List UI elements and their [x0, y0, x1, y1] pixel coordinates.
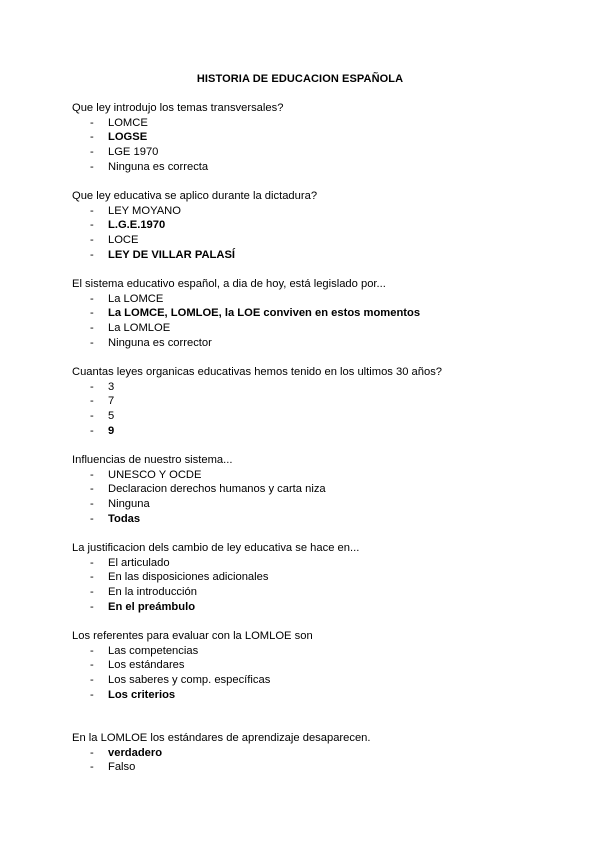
answer-options — [72, 116, 572, 175]
answer-option: - Ninguna es correcta — [90, 160, 209, 173]
question-text: Que ley educativa se aplico durante la dictadura? — [72, 190, 318, 202]
question-block — [72, 541, 572, 614]
answer-options — [72, 380, 572, 439]
answer-options — [72, 746, 572, 775]
question-text: La justificacion dels cambio de ley educativa se hace en... — [72, 542, 360, 554]
question-block — [72, 453, 572, 526]
answer-option-correct: - verdadero — [90, 746, 163, 759]
question-block — [72, 277, 572, 350]
document-title: HISTORIA DE EDUCACION ESPAÑOLA — [196, 73, 404, 85]
answer-option: - La LOMLOE — [90, 322, 171, 335]
question-text: El sistema educativo español, a dia de hoy, está legislado por... — [72, 278, 386, 290]
answer-options — [72, 556, 572, 615]
question-text: Cuantas leyes organicas educativas hemos tenido en los ultimos 30 años? — [72, 366, 443, 378]
answer-option: - UNESCO Y OCDE — [90, 468, 202, 481]
answer-option-correct: - En el preámbulo — [90, 600, 196, 613]
question-text: Los referentes para evaluar con la LOMLOE son — [72, 630, 313, 642]
answer-option: - LOCE — [90, 234, 139, 247]
answer-option: - El articulado — [90, 556, 170, 569]
answer-option: - La LOMCE — [90, 292, 164, 305]
answer-option: - Ninguna — [90, 498, 150, 511]
question-text: Influencias de nuestro sistema... — [72, 454, 233, 466]
question-block — [72, 365, 572, 438]
answer-option: - Falso — [90, 761, 136, 774]
answer-option: - En la introducción — [90, 586, 197, 599]
question-block — [72, 189, 572, 262]
answer-option: - Declaracion derechos humanos y carta niza — [90, 483, 326, 496]
answer-option: - Los estándares — [90, 659, 185, 672]
answer-option: - Las competencias — [90, 644, 199, 657]
answer-option: - Ninguna es corrector — [90, 336, 212, 349]
answer-option-correct: - LOGSE — [90, 131, 148, 144]
answer-option: - LGE 1970 — [90, 146, 159, 159]
question-text: Que ley introdujo los temas transversales? — [72, 102, 284, 114]
answer-option: - LEY MOYANO — [90, 204, 181, 217]
answer-option: - 3 — [90, 380, 115, 393]
answer-options — [72, 468, 572, 527]
question-block — [72, 731, 572, 775]
answer-option: - LOMCE — [90, 116, 148, 129]
answer-option-correct: - 9 — [90, 424, 115, 437]
answer-option: - 7 — [90, 395, 115, 408]
answer-options — [72, 292, 572, 351]
answer-option-correct: - L.G.E.1970 — [90, 219, 166, 232]
answer-option-correct: - Los criterios — [90, 688, 176, 701]
question-block — [72, 101, 572, 174]
answer-options — [72, 204, 572, 263]
answer-option: - En las disposiciones adicionales — [90, 571, 269, 584]
answer-option-correct: - LEY DE VILLAR PALASÍ — [90, 248, 236, 261]
answer-option-correct: - Todas — [90, 512, 141, 525]
answer-option: - Los saberes y comp. específicas — [90, 674, 271, 687]
answer-option-correct: - La LOMCE, LOMLOE, la LOE conviven en estos momentos — [90, 307, 421, 320]
answer-options — [72, 644, 572, 703]
question-block — [72, 629, 572, 702]
answer-option: - 5 — [90, 410, 115, 423]
question-text: En la LOMLOE los estándares de aprendizaje desaparecen. — [72, 732, 371, 744]
